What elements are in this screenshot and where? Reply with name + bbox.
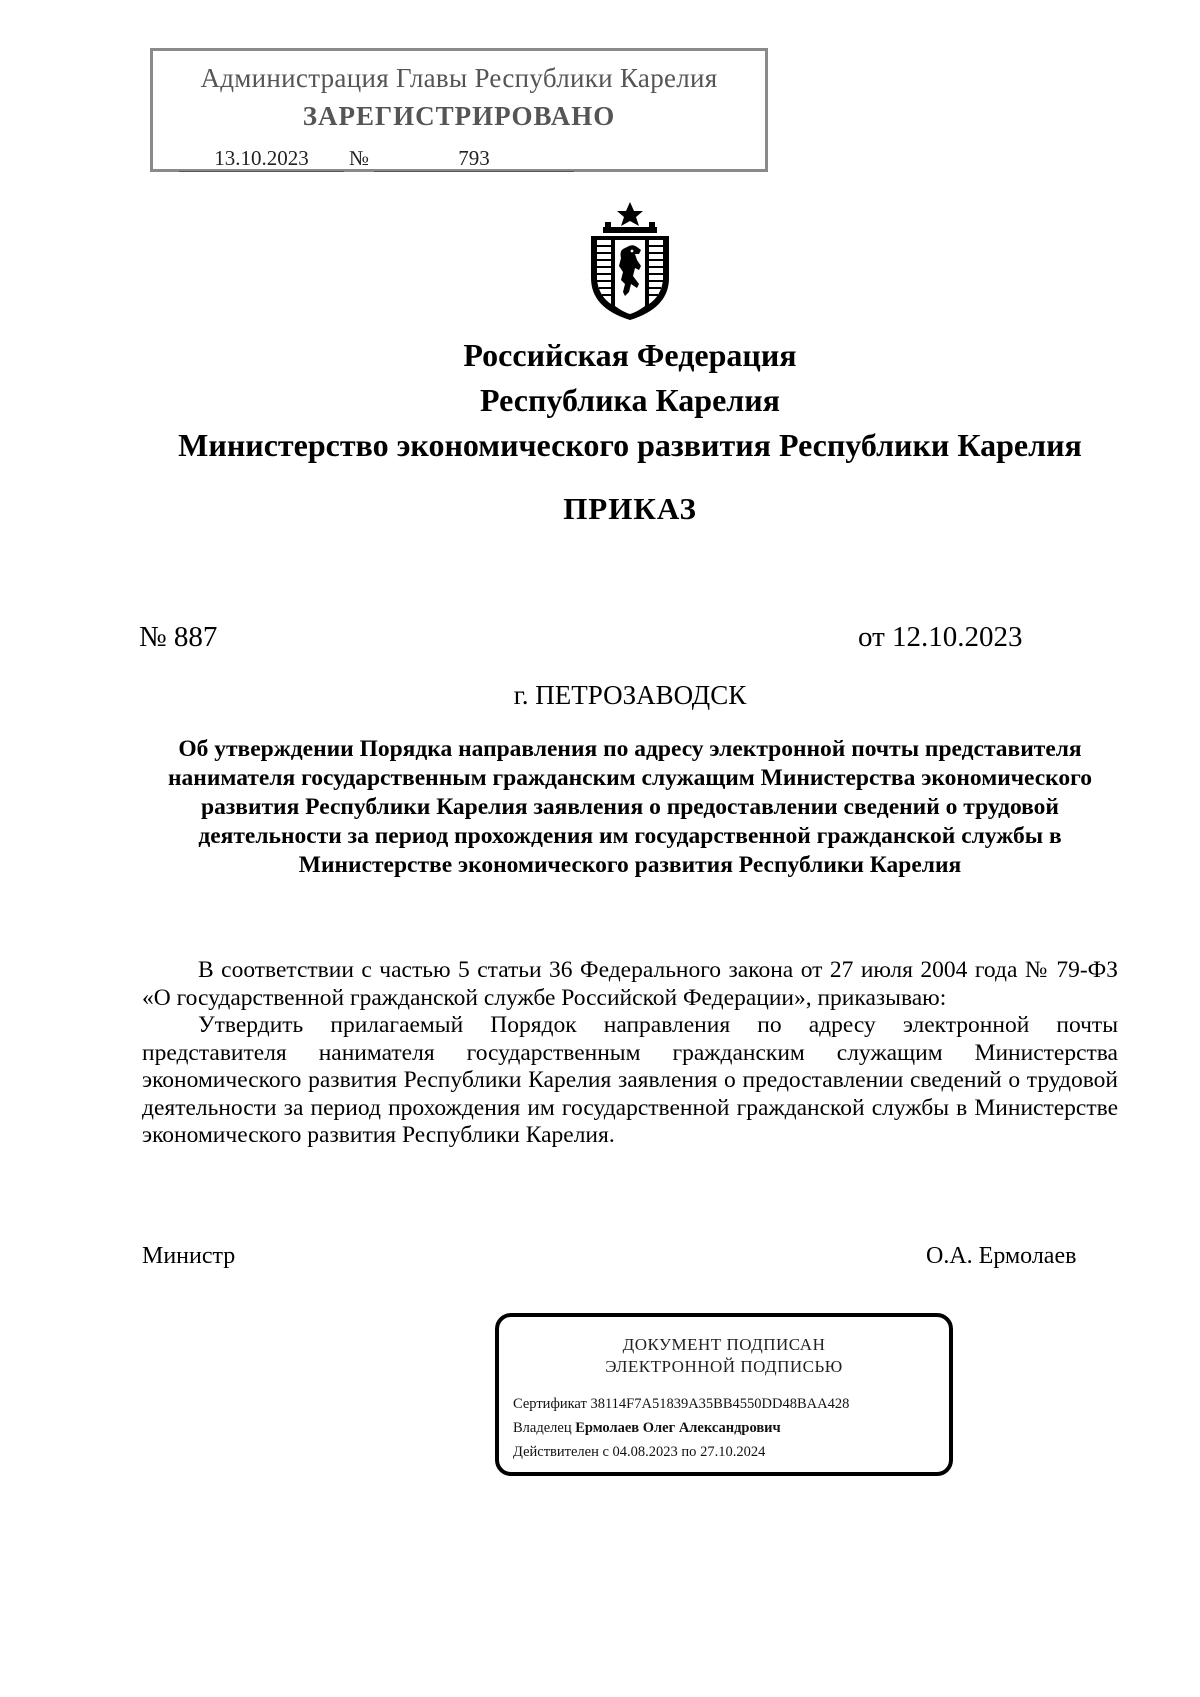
order-number: № 887 <box>139 621 218 653</box>
header-country: Российская Федерация <box>463 337 797 373</box>
stamp-status: ЗАРЕГИСТРИРОВАНО <box>302 101 616 131</box>
stamp-date: 13.10.2023 <box>179 145 344 172</box>
esign-valid-from: 04.08.2023 <box>612 1444 678 1460</box>
stamp-number-label: № <box>348 146 370 170</box>
esign-heading-1: ДОКУМЕНТ ПОДПИСАН <box>622 1335 826 1354</box>
signatory-name: О.А. Ермолаев <box>926 1243 1077 1269</box>
body-paragraph-2: Утвердить прилагаемый Порядок направления по адресу электронной почты представителя нанимателя государственным гражданским служащим Министерства экономического развития Республики Карелия заявления о предоставлении сведений о трудовой деятельности за период прохождения им государственной гражданской службы в Министерстве экономического развития Республики Карелия. <box>142 1012 1118 1148</box>
esign-heading-2: ЭЛЕКТРОННОЙ ПОДПИСЬЮ <box>605 1357 843 1376</box>
esign-cert-label: Сертификат <box>513 1396 587 1412</box>
body-paragraph-1: В соответствии с частью 5 статьи 36 Федерального закона от 27 июля 2004 года № 79-ФЗ «О государственной гражданской службе Российской Федерации», приказываю: <box>142 957 1118 1011</box>
esign-owner-value: Ермолаев Олег Александрович <box>575 1420 781 1436</box>
esign-valid-from-label: с <box>602 1444 609 1460</box>
esign-validity <box>513 1444 765 1461</box>
esign-owner <box>513 1420 781 1437</box>
esign-valid-label: Действителен <box>513 1444 599 1460</box>
registration-stamp <box>150 48 768 172</box>
esign-owner-label: Владелец <box>513 1420 572 1436</box>
stamp-organization: Администрация Главы Республики Карелия <box>200 63 718 93</box>
karelia-coat-of-arms-icon <box>585 200 675 322</box>
header-republic: Республика Карелия <box>480 382 780 418</box>
order-date: от 12.10.2023 <box>858 621 1023 653</box>
order-city: г. ПЕТРОЗАВОДСК <box>513 680 747 710</box>
signatory-title: Министр <box>142 1243 236 1269</box>
esign-valid-to: 27.10.2024 <box>700 1444 766 1460</box>
header-ministry: Министерство экономического развития Республики Карелия <box>178 427 1082 463</box>
esign-valid-to-label: по <box>681 1444 697 1460</box>
order-subject: Об утверждении Порядка направления по адресу электронной почты представителя нанимателя государственным гражданским служащим Министерства экономического развития Республики Карелия заявления о предоставлении сведений о трудовой деятельности за период прохождения им государственной гражданской службы в Министерстве экономического развития Республики Карелия <box>168 736 1092 878</box>
order-body <box>142 957 1118 1150</box>
esign-cert-value: 38114F7A51839A35BB4550DD48BAA428 <box>590 1396 850 1412</box>
document-type-title: ПРИКАЗ <box>563 491 697 526</box>
electronic-signature-box <box>495 1313 953 1476</box>
stamp-number: 793 <box>374 145 574 172</box>
esign-certificate <box>513 1396 849 1413</box>
